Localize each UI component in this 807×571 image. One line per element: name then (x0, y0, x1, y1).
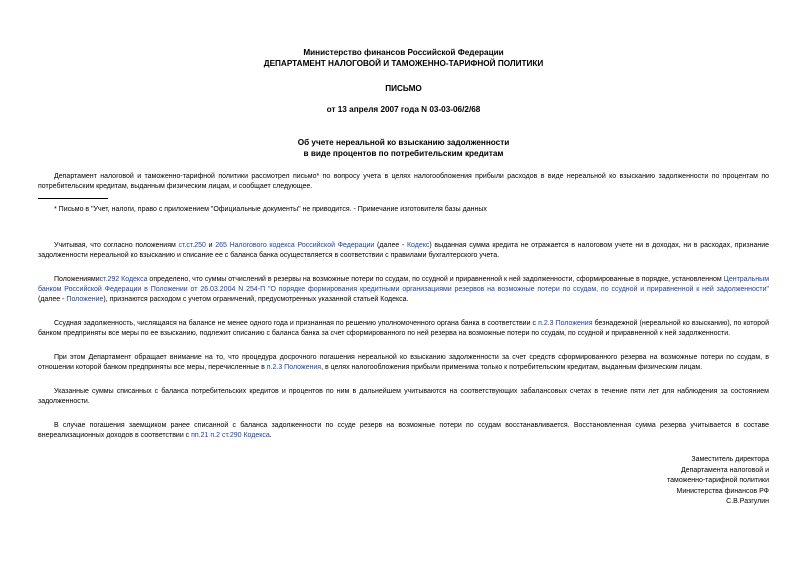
document-body (38, 172, 769, 441)
paragraph-4: При этом Департамент обращает внимание на то, что процедура досрочного погашения нереальной ко взысканию задолженности за счет средств сформированного резерва на возможные потери по ссудам, в отношении которой банком предприняты все меры, перечисленные в п.2.3 Положения, в целях налогообложения прибыли применима только к потребительским кредитам, выданным физическим лицам. (38, 354, 769, 371)
link-tax-code-265[interactable]: 265 Налогового кодекса Российской Федерации (215, 242, 375, 249)
department-name: ДЕПАРТАМЕНТ НАЛОГОВОЙ И ТАМОЖЕННО-ТАРИФНОЙ ПОЛИТИКИ (263, 59, 544, 68)
signature-name: С.В.Разгулин (726, 498, 769, 505)
signature-line-2: Департамента налоговой и (680, 466, 769, 474)
link-articles-250[interactable]: ст.ст.250 (178, 242, 206, 249)
paragraph-2: Положениямист.292 Кодекса определено, что суммы отчислений в резервы на возможные потери по ссудам, по ссудной и приравненной к ней задолженности, сформированные в порядке, установленном Центральным банком Российской Федерации в Положении от 26.03.2004 N 254-П "О порядке формирования кредитными организациями резервов на возможные потери по ссудам, по ссудной и приравненной к ней задолженности" (далее - Положение), признаются расходом с учетом ограничений, предусмотренных указанной статьей Кодекса. (38, 276, 770, 303)
document-subject-line-2: в виде процентов по потребительским кредитам (303, 149, 504, 158)
document-date-number: от 13 апреля 2007 года N 03-03-06/2/68 (326, 105, 481, 114)
link-article-290[interactable]: пп.21 п.2 ст.290 Кодекса (191, 432, 270, 439)
paragraph-6: В случае погашения заемщиком ранее списанной с баланса задолженности по ссуде резерв на возможные потери по ссудам восстанавливается. Восстановленная сумма резерва учитывается в составе внереализационных доходов в соответствии с пп.21 п.2 ст.290 Кодекса. (38, 422, 769, 439)
signature-line-3: таможенно-тарифной политики (667, 477, 769, 484)
paragraph-1: Учитывая, что согласно положениям ст.ст.250 и 265 Налогового кодекса Российской Федерации (далее - Кодекс) выданная сумма кредита не отражается в налоговом учете ни в доходах, ни в расходах, признание задолженности нереальной ко взысканию и списание ее с баланса банка осуществляется в соответствии с правилами бухгалтерского учета. (38, 242, 770, 259)
link-clause-2-3[interactable]: п.2.3 Положения (538, 320, 593, 327)
signature-block (667, 455, 769, 508)
ministry-name: Министерство финансов Российской Федерации (303, 48, 504, 57)
link-regulation-254p[interactable]: Центральным банком Российской Федерации в Положении от 26.03.2004 N 254-П "О порядке формирования кредитными организациями резервов на возможные потери по ссудам, по ссудной и приравненной к ней задолженности" (38, 276, 770, 293)
document-header (0, 47, 807, 159)
footnote: * Письмо в "Учет, налоги, право с приложением "Официальные документы" не приводится. - Примечание изготовителя базы данных (54, 206, 487, 213)
link-regulation[interactable]: Положение (66, 296, 104, 303)
document-subject-line-1: Об учете нереальной ко взысканию задолженности (297, 138, 510, 147)
paragraph-3: Ссудная задолженность, числящаяся на балансе не менее одного года и признанная по решению уполномоченного органа банка в соответствии с п.2.3 Положения безнадежной (нереальной ко взысканию), по которой банком предприняты все меры по ее взысканию, подлежит списанию с баланса банка за счет сформированного по ней резерва на возможные потери по ссудам, по ссудной и приравненной к ней задолженности. (38, 320, 769, 337)
intro-paragraph: Департамент налоговой и таможенно-тарифной политики рассмотрел письмо* по вопросу учета в целях налогообложения прибыли расходов в виде нереальной ко взысканию задолженности по процентам по потребительским кредитам, выданным физическим лицам, и сообщает следующее. (38, 173, 769, 190)
signature-line-1: Заместитель директора (691, 456, 769, 463)
signature-line-4: Министерства финансов РФ (676, 487, 769, 495)
link-clause-2-3-b[interactable]: п.2.3 Положения (266, 364, 322, 371)
paragraph-5: Указанные суммы списанных с баланса потребительских кредитов и процентов по ним в дальнейшем учитываются на соответствующих забалансовых счетах в течение пяти лет для наблюдения за состоянием задолженности. (38, 388, 769, 405)
link-code[interactable]: Кодекс (406, 242, 430, 249)
document-type: ПИСЬМО (385, 84, 422, 93)
link-article-292[interactable]: ст.292 Кодекса (99, 276, 148, 283)
footnote-divider (38, 198, 108, 199)
